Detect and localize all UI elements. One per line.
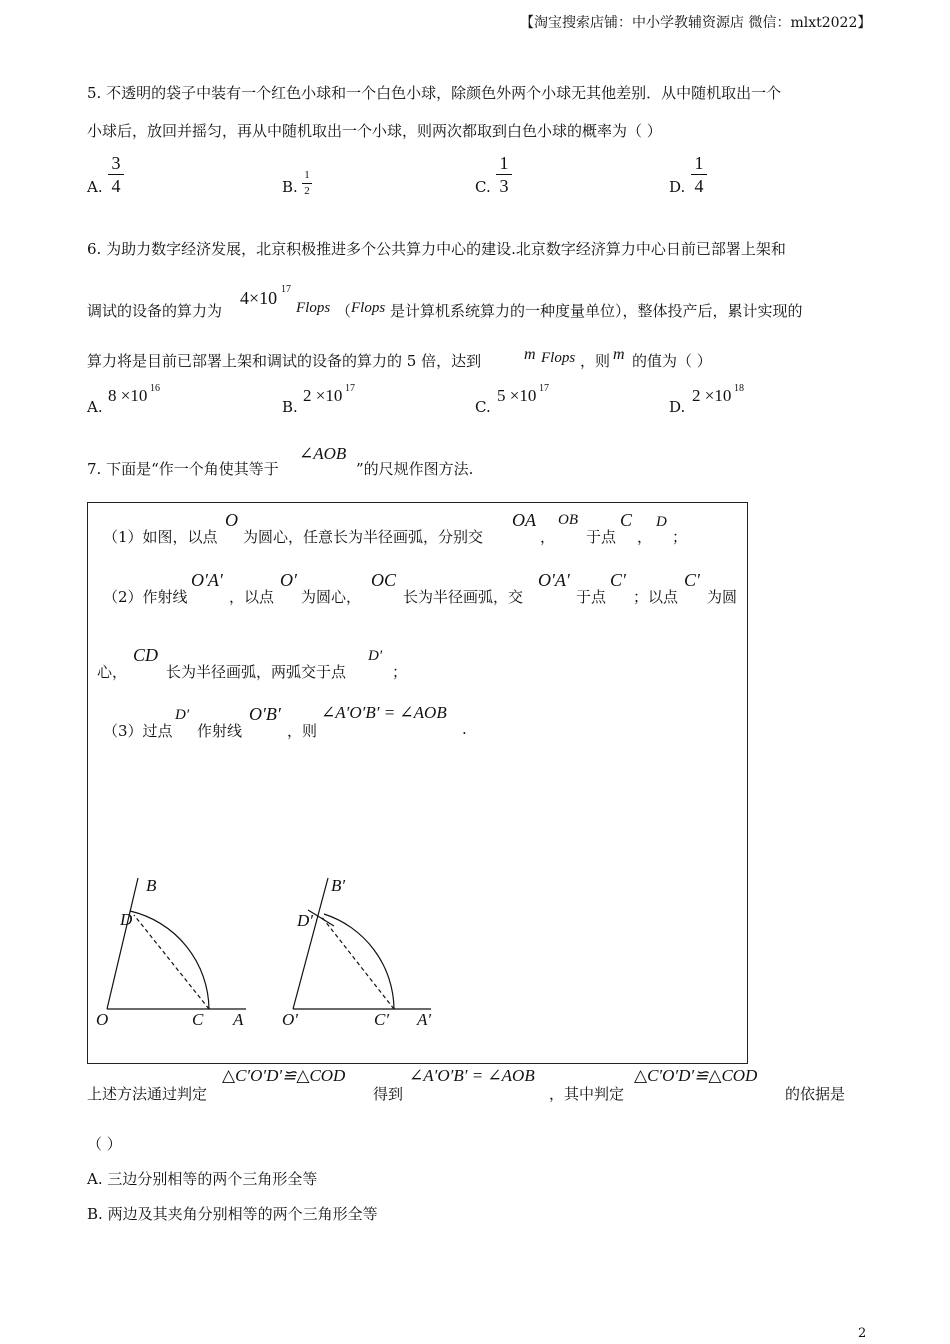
fraction: 1 3 [496, 154, 512, 195]
option-label: A. [87, 1170, 103, 1188]
q6-unit: Flops [296, 300, 331, 316]
q7-intro-b: ”的尺规作图方法. [356, 460, 474, 478]
label-d: D [120, 910, 133, 929]
step3-text: . [462, 720, 467, 738]
q7-after-text-a: 上述方法通过判定 [87, 1085, 208, 1103]
label-d-prime: D′ [297, 911, 313, 930]
q6-line-2-text-b: （ [336, 302, 352, 320]
option-text: 两边及其夹角分别相等的两个三角形全等 [107, 1205, 378, 1223]
option-power: 8 ×10 [108, 386, 148, 405]
option-power: 5 ×10 [497, 386, 537, 405]
step2-text: 长为半径画弧，两弧交于点 [166, 663, 347, 681]
step2-point-d: D′ [368, 648, 383, 664]
option-label: D. [669, 398, 686, 416]
construction-figure [88, 860, 448, 1040]
option-label: A. [87, 178, 103, 196]
option-label: A. [87, 398, 103, 416]
step1-ray-ob: OB [558, 512, 578, 528]
option-exp: 17 [345, 383, 355, 394]
option-exp: 18 [734, 383, 744, 394]
option-text: 三边分别相等的两个三角形全等 [107, 1170, 318, 1188]
right-figure [293, 878, 431, 1009]
step2-segment: OC [371, 570, 397, 590]
step2-point-c: C′ [610, 570, 626, 590]
label-a: A [233, 1010, 244, 1029]
ray-ob [107, 878, 138, 1009]
segment-c-d-prime [321, 916, 394, 1009]
page-number: 2 [858, 1326, 867, 1341]
step2-text: ；以点 [633, 588, 679, 606]
step2-text: 长为半径画弧，交 [403, 588, 524, 606]
q6-unit-3: Flops [541, 350, 576, 366]
q7-intro-angle: ∠AOB [299, 444, 347, 463]
step1-text: ， [637, 528, 653, 546]
label-c: C [192, 1010, 204, 1029]
option-label: C. [475, 178, 491, 196]
step1-ray-oa: OA [512, 510, 536, 530]
option-label: B. [282, 178, 298, 196]
label-b-prime: B′ [331, 876, 346, 895]
option-exp: 17 [539, 383, 549, 394]
q7-congruence-1: △C′O′D′≌△COD [222, 1066, 346, 1085]
step3-point-d: D′ [175, 707, 190, 723]
q7-after-text-d: 的依据是 [785, 1085, 846, 1103]
option-label: C. [475, 398, 491, 416]
q5-line-2: 小球后，放回并摇匀，再从中随机取出一个小球，则两次都取到白色小球的概率为（ ） [87, 122, 662, 140]
step2-text: ，以点 [229, 588, 275, 606]
step2-text: （2）作射线 [103, 588, 188, 606]
option-label: B. [282, 398, 298, 416]
step1-text: 为圆心，任意长为半径画弧，分别交 [243, 528, 484, 546]
q7-congruence-2: △C′O′D′≌△COD [634, 1066, 758, 1085]
q7-answer-paren: （ ） [87, 1135, 122, 1153]
q7-option-b[interactable] [87, 1203, 378, 1224]
q6-var-m-2: m [613, 346, 625, 363]
q6-var-m: m [524, 346, 536, 363]
step2-text: 心， [97, 663, 128, 681]
option-label: B. [87, 1205, 103, 1223]
step3-angle-equation: ∠A′O′B′ = ∠AOB [321, 703, 447, 722]
step3-ray: O′B′ [249, 704, 281, 724]
step3-text: （3）过点 [103, 722, 173, 740]
q6-unit-2: Flops [351, 300, 386, 316]
q6-power-base: 4×10 [240, 288, 278, 308]
fraction: 3 4 [108, 154, 124, 195]
label-o: O [96, 1010, 109, 1029]
q6-line-2-text-c: 是计算机系统算力的一种度量单位），整体投产后，累计实现的 [390, 302, 803, 320]
ray-o-b-prime [293, 878, 328, 1009]
left-figure [107, 878, 246, 1009]
q5-line-1: 5. 不透明的袋子中装有一个红色小球和一个白色小球，除颜色外两个小球无其他差别．从中随机取出一个 [87, 84, 782, 102]
label-a-prime: A′ [417, 1010, 432, 1029]
step2-ray: O′A′ [191, 570, 223, 590]
q7-after-text-c: ，其中判定 [549, 1085, 625, 1103]
segment-cd [134, 915, 209, 1009]
fraction: 1 2 [302, 170, 312, 197]
step1-point-c: C [620, 510, 633, 530]
q6-line-3-text-c: 的值为（ ） [632, 352, 712, 370]
label-o-prime: O′ [282, 1010, 298, 1029]
q7-option-a[interactable] [87, 1168, 317, 1189]
step2-text: ； [392, 663, 408, 681]
header-banner: 【淘宝搜索店铺：中小学教辅资源店 微信：mlxt2022】 [520, 15, 872, 31]
step1-text: （1）如图，以点 [103, 528, 218, 546]
q7-angle-equation: ∠A′O′B′ = ∠AOB [409, 1066, 535, 1085]
option-power: 2 ×10 [303, 386, 343, 405]
label-b: B [146, 876, 157, 895]
step2-point: O′ [280, 570, 297, 590]
step1-text: ， [540, 528, 556, 546]
step2-text: 为圆 [707, 588, 738, 606]
q6-line-3-text-a: 算力将是目前已部署上架和调试的设备的算力的 5 倍，达到 [87, 352, 482, 370]
option-label: D. [669, 178, 686, 196]
step2-text: 为圆心， [301, 588, 362, 606]
q6-line-2-text-a: 调试的设备的算力为 [87, 302, 223, 320]
q7-intro-a: 7. 下面是“作一个角使其等于 [87, 460, 279, 478]
label-c-prime: C′ [374, 1010, 390, 1029]
step1-point-d: D [656, 514, 667, 530]
option-power: 2 ×10 [692, 386, 732, 405]
step2-ray-2: O′A′ [538, 570, 570, 590]
step2-text: 于点 [576, 588, 607, 606]
q7-after-text-b: 得到 [373, 1085, 404, 1103]
step1-text: 于点 [586, 528, 617, 546]
step2-point-c-2: C′ [684, 570, 700, 590]
q6-line-1: 6. 为助力数字经济发展，北京积极推进多个公共算力中心的建设.北京数字经济算力中心日前已部署上架和 [87, 240, 786, 258]
step3-text: 作射线 [197, 722, 243, 740]
step3-text: ，则 [287, 722, 318, 740]
step1-text: ； [672, 528, 688, 546]
q6-power-exp: 17 [281, 284, 291, 295]
q6-line-3-text-b: ，则 [580, 352, 611, 370]
step2-segment-cd: CD [133, 645, 159, 665]
step1-point-o: O [225, 510, 238, 530]
fraction: 1 4 [691, 154, 707, 195]
option-exp: 16 [150, 383, 160, 394]
